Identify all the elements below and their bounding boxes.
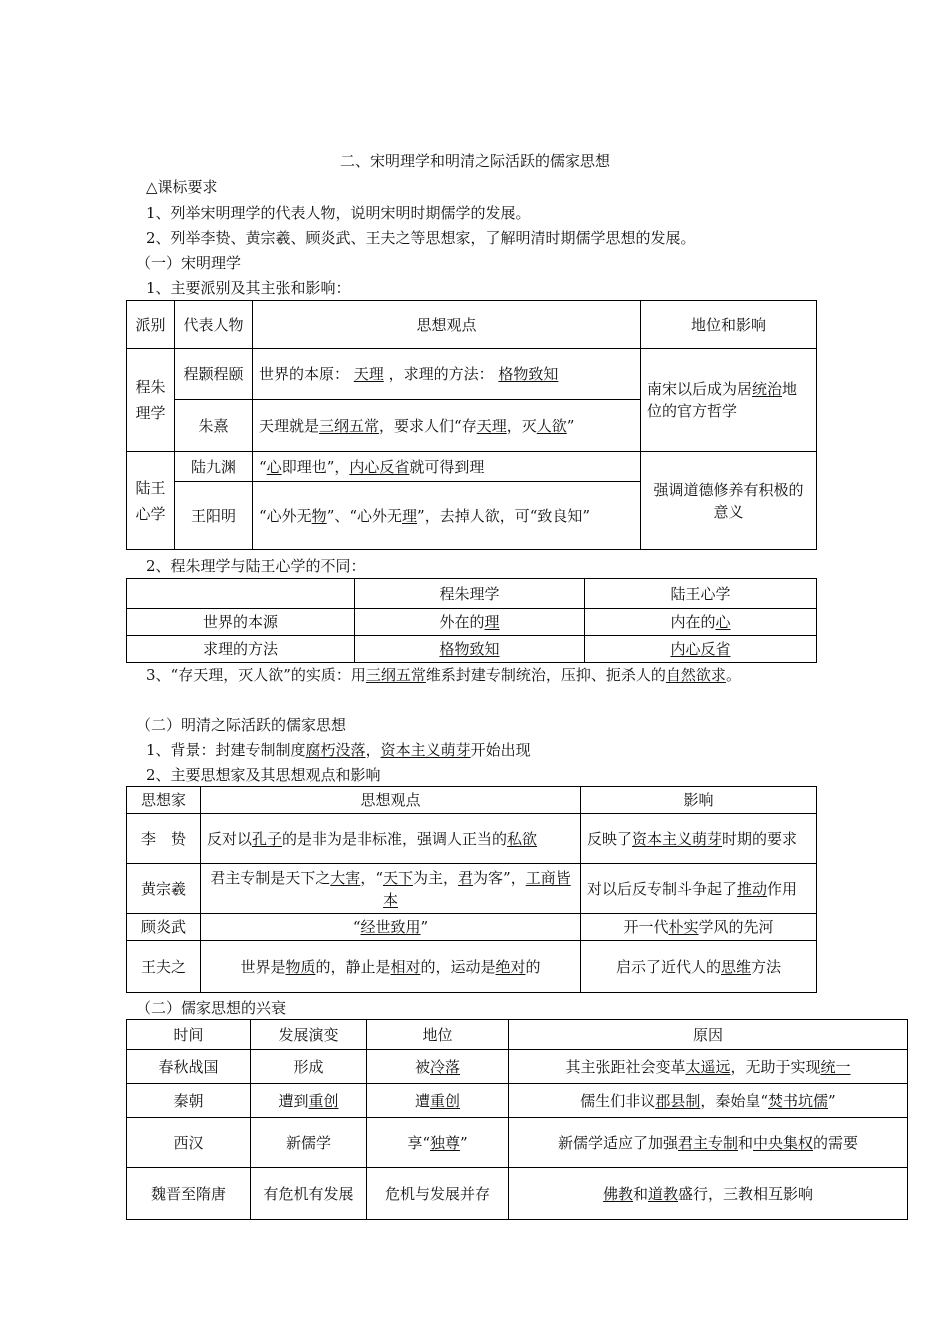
table-cell: 内在的心 <box>585 609 817 636</box>
thinker-name: 王夫之 <box>127 941 201 993</box>
table-header: 时间 <box>127 1020 251 1050</box>
development: 有危机有发展 <box>251 1168 367 1220</box>
view-cell: “经世致用” <box>201 914 581 941</box>
item-heading: 2、程朱理学与陆王心学的不同： <box>146 557 366 575</box>
period: 秦朝 <box>127 1084 251 1118</box>
paragraph: 3、“存天理，灭人欲”的实质：用三纲五常维系封建专制统治，压抑、扼杀人的自然欲求。 <box>146 666 741 684</box>
effect-cell: 反映了资本主义萌芽时期的要求 <box>581 814 817 864</box>
status-cell: 强调道德修养有积极的意义 <box>641 452 817 550</box>
status-cell: 危机与发展并存 <box>367 1168 509 1220</box>
table-header: 原因 <box>509 1020 908 1050</box>
table-header: 程朱理学 <box>355 579 585 609</box>
table-header: 地位 <box>367 1020 509 1050</box>
reason-cell: 其主张距社会变革太遥远，无助于实现统一 <box>509 1050 908 1084</box>
table-header: 思想观点 <box>201 787 581 814</box>
thinker-name: 顾炎武 <box>127 914 201 941</box>
representative: 程颢程颐 <box>175 349 253 400</box>
page-title: 二、宋明理学和明清之际活跃的儒家思想 <box>339 152 610 170</box>
development: 形成 <box>251 1050 367 1084</box>
section-heading: △课标要求 <box>146 178 218 196</box>
table-cell: 内心反省 <box>585 636 817 663</box>
school-name: 程朱理学 <box>127 349 175 452</box>
effect-cell: 开一代朴实学风的先河 <box>581 914 817 941</box>
reason-cell: 佛教和道教盛行，三教相互影响 <box>509 1168 908 1220</box>
representative: 陆九渊 <box>175 452 253 482</box>
thinker-name: 李 贽 <box>127 814 201 864</box>
view-cell: “心外无物”、“心外无理”，去掉人欲，可“致良知” <box>253 482 641 550</box>
table-header: 地位和影响 <box>641 301 817 349</box>
table-header: 派别 <box>127 301 175 349</box>
status-cell: 享“独尊” <box>367 1118 509 1168</box>
table-header: 思想家 <box>127 787 201 814</box>
view-cell: 世界是物质的，静止是相对的，运动是绝对的 <box>201 941 581 993</box>
reason-cell: 儒生们非议郡县制，秦始皇“焚书坑儒” <box>509 1084 908 1118</box>
representative: 朱熹 <box>175 400 253 452</box>
table-header: 影响 <box>581 787 817 814</box>
section-heading: （二）明清之际活跃的儒家思想 <box>136 716 347 734</box>
view-cell: 天理就是三纲五常，要求人们“存天理，灭人欲” <box>253 400 641 452</box>
period: 魏晋至隋唐 <box>127 1168 251 1220</box>
empty-cell <box>127 579 355 609</box>
item-heading: 2、主要思想家及其思想观点和影响 <box>146 766 381 784</box>
representative: 王阳明 <box>175 482 253 550</box>
reason-cell: 新儒学适应了加强君主专制和中央集权的需要 <box>509 1118 908 1168</box>
thinker-name: 黄宗羲 <box>127 864 201 914</box>
view-cell: 世界的本原： 天理 ，求理的方法： 格物致知 <box>253 349 641 400</box>
item-heading: 1、主要派别及其主张和影响： <box>146 279 351 297</box>
row-label: 求理的方法 <box>127 636 355 663</box>
table-header: 思想观点 <box>253 301 641 349</box>
paragraph: 1、背景：封建专制制度腐朽没落，资本主义萌芽开始出现 <box>146 741 531 759</box>
table-header: 陆王心学 <box>585 579 817 609</box>
effect-cell: 启示了近代人的思维方法 <box>581 941 817 993</box>
status-cell: 被冷落 <box>367 1050 509 1084</box>
requirement-1: 1、列举宋明理学的代表人物，说明宋明时期儒学的发展。 <box>146 204 531 222</box>
row-label: 世界的本源 <box>127 609 355 636</box>
comparison-table <box>126 578 817 663</box>
section-heading: （一）宋明理学 <box>136 254 242 272</box>
effect-cell: 对以后反专制斗争起了推动作用 <box>581 864 817 914</box>
development: 遭到重创 <box>251 1084 367 1118</box>
requirement-2: 2、列举李贽、黄宗羲、顾炎武、王夫之等思想家，了解明清时期儒学思想的发展。 <box>146 229 696 247</box>
view-cell: 君主专制是天下之大害，“天下为主，君为客”，工商皆本 <box>201 864 581 914</box>
status-cell: 遭重创 <box>367 1084 509 1118</box>
view-cell: “心即理也”，内心反省就可得到理 <box>253 452 641 482</box>
rise-fall-table <box>126 1019 908 1220</box>
school-name: 陆王心学 <box>127 452 175 550</box>
view-cell: 反对以孔子的是非为是非标准，强调人正当的私欲 <box>201 814 581 864</box>
table-header: 发展演变 <box>251 1020 367 1050</box>
thinkers-table <box>126 786 817 993</box>
period: 春秋战国 <box>127 1050 251 1084</box>
status-cell: 南宋以后成为居统治地位的官方哲学 <box>641 349 817 452</box>
period: 西汉 <box>127 1118 251 1168</box>
section-heading: （二）儒家思想的兴衰 <box>136 999 287 1017</box>
development: 新儒学 <box>251 1118 367 1168</box>
table-header: 代表人物 <box>175 301 253 349</box>
table-cell: 外在的理 <box>355 609 585 636</box>
table-cell: 格物致知 <box>355 636 585 663</box>
schools-table <box>126 300 817 550</box>
